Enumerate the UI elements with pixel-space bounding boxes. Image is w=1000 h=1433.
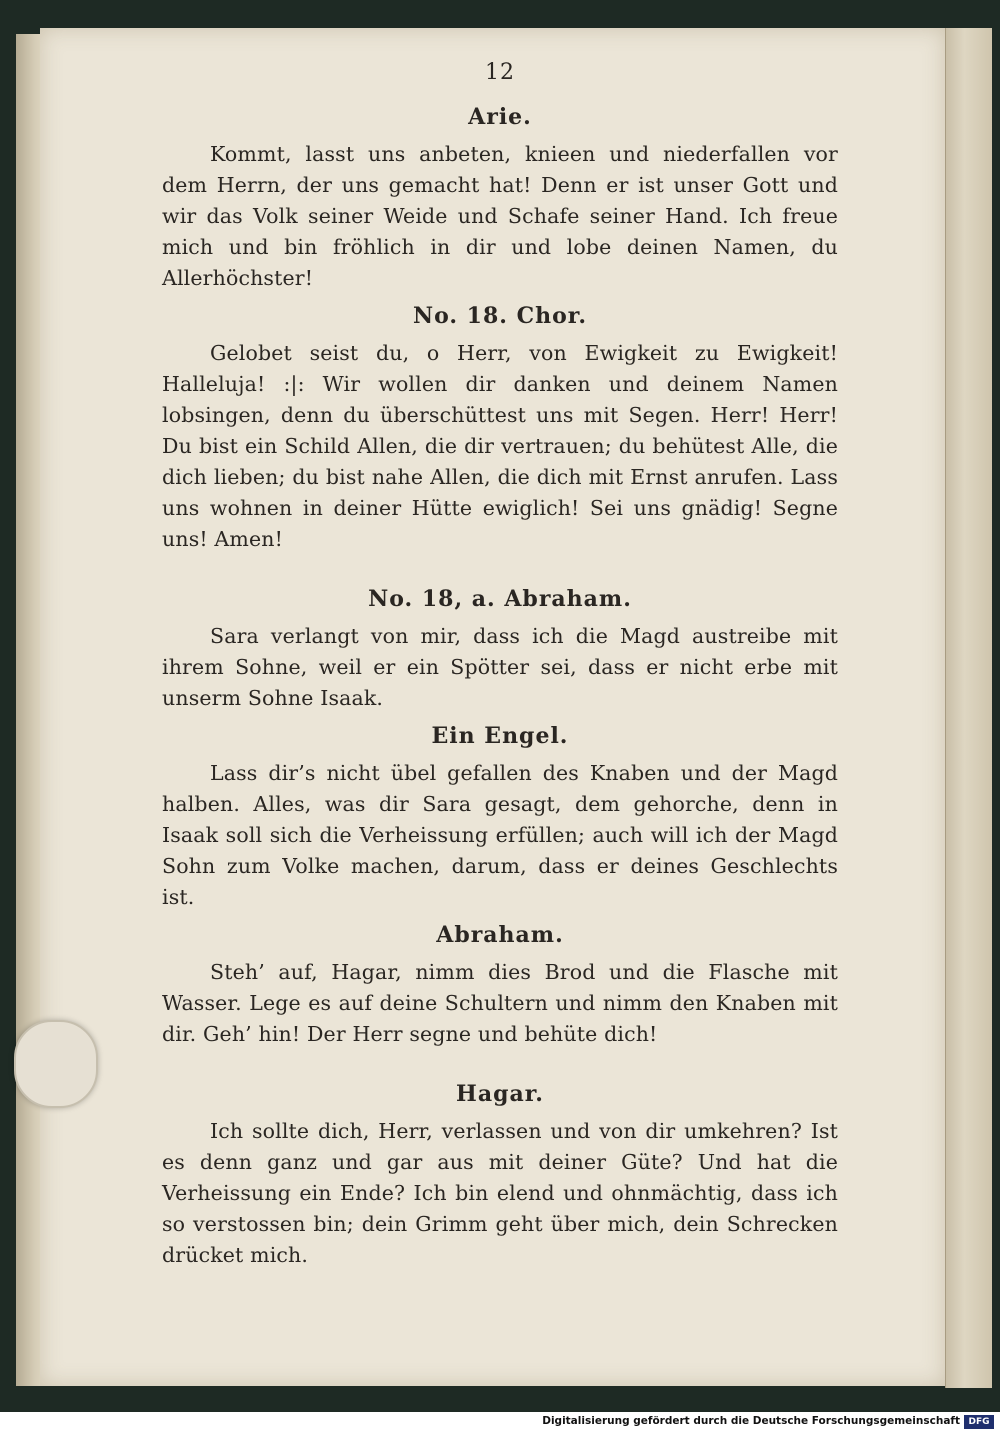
section-text-engel: Lass dir’s nicht übel gefallen des Knaben und der Magd halben. Alles, was dir Sara gesagt, dem gehorche, denn in Isaak soll sich die Verheissung erfüllen; auch will ich der Magd Sohn zum Volke machen, darum, dass er deines Geschlechts ist. xyxy=(162,761,838,909)
section-heading-abraham-2: Abraham. xyxy=(436,922,564,948)
page-clip-tab xyxy=(14,1020,98,1108)
footer-credit: Digitalisierung gefördert durch die Deutsche Forschungsgemeinschaft xyxy=(542,1415,960,1427)
page-number: 12 xyxy=(485,60,515,85)
section-text-arie: Kommt, lasst uns anbeten, knieen und niederfallen vor dem Herrn, der uns gemacht hat! Denn er ist unser Gott und wir das Volk seiner Weide und Schafe seiner Hand. Ich freue mich und bin fröhlich in dir und lobe deinen Namen, du Allerhöchster! xyxy=(162,142,838,290)
section-heading-chor: No. 18. Chor. xyxy=(412,303,588,329)
footer-bar xyxy=(0,1412,1000,1433)
section-text-chor: Gelobet seist du, o Herr, von Ewigkeit zu Ewigkeit! Halleluja! :|: Wir wollen dir danken und deinem Namen lobsingen, denn du überschüttest uns mit Segen. Herr! Herr! Du bist ein Schild Allen, die dir vertrauen; du behütest Alle, die dich lieben; du bist nahe Allen, die dich mit Ernst anrufen. Lass uns wohnen in deiner Hütte ewiglich! Sei uns gnädig! Segne uns! Amen! xyxy=(162,341,838,551)
section-heading-engel: Ein Engel. xyxy=(431,723,569,749)
section-text-abraham-2: Steh’ auf, Hagar, nimm dies Brod und die Flasche mit Wasser. Lege es auf deine Schultern und nimm den Knaben mit dir. Geh’ hin! Der Herr segne und behüte dich! xyxy=(162,960,838,1046)
page-text-block xyxy=(162,60,838,1271)
section-text-abraham-1: Sara verlangt von mir, dass ich die Magd austreibe mit ihrem Sohne, weil er ein Spötter sei, dass er nicht erbe mit unserm Sohne Isaak. xyxy=(162,624,838,710)
section-text-hagar: Ich sollte dich, Herr, verlassen und von dir umkehren? Ist es denn ganz und gar aus mit deiner Güte? Und hat die Verheissung ein Ende? Ich bin elend und ohnmächtig, dass ich so verstossen bin; dein Grimm geht über mich, dein Schrecken drücket mich. xyxy=(162,1119,838,1267)
dfg-logo: DFG xyxy=(964,1415,994,1429)
section-heading-hagar: Hagar. xyxy=(456,1081,544,1107)
book-edge xyxy=(945,28,992,1388)
section-heading-arie: Arie. xyxy=(468,104,532,130)
section-heading-abraham-1: No. 18, a. Abraham. xyxy=(368,586,632,612)
